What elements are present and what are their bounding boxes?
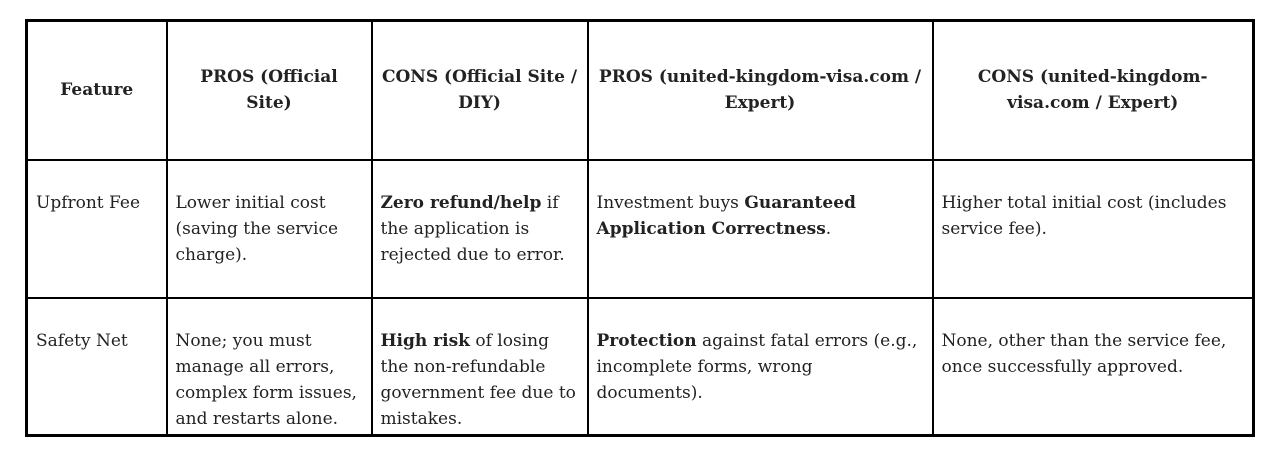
table-row: [27, 160, 1254, 298]
header-pros-official: PROS (Official Site): [167, 21, 372, 160]
cell-pros-official: None; you must manage all errors, complex form issues, and restarts alone.: [167, 298, 372, 436]
row-feature-label: Upfront Fee: [27, 160, 167, 298]
cell-pros-expert: [588, 160, 933, 298]
cell-text: of losing the non-refundable government fee due to mistakes.: [380, 330, 576, 429]
comparison-table: [25, 19, 1255, 437]
cell-emphasis: Zero refund/help: [380, 192, 542, 213]
cell-emphasis: Guaranteed Application Correctness: [596, 192, 856, 239]
cell-text: Investment buys: [596, 192, 745, 213]
cell-cons-expert: None, other than the service fee, once successfully approved.: [933, 298, 1254, 436]
cell-cons-expert: Higher total initial cost (includes service fee).: [933, 160, 1254, 298]
cell-cons-official: [372, 160, 588, 298]
cell-cons-official: [372, 298, 588, 436]
table-header-row: [27, 21, 1254, 160]
table-row: [27, 298, 1254, 436]
header-feature: Feature: [27, 21, 167, 160]
cell-pros-official: Lower initial cost (saving the service charge).: [167, 160, 372, 298]
header-cons-official: CONS (Official Site / DIY): [372, 21, 588, 160]
header-cons-expert: CONS (united-kingdom-visa.com / Expert): [933, 21, 1254, 160]
cell-emphasis: Protection: [596, 330, 697, 351]
row-feature-label: Safety Net: [27, 298, 167, 436]
cell-emphasis: High risk: [380, 330, 470, 351]
header-pros-expert: PROS (united-kingdom-visa.com / Expert): [588, 21, 933, 160]
cell-text: .: [825, 218, 832, 239]
cell-text: against fatal errors (e.g., incomplete forms, wrong documents).: [596, 330, 918, 403]
cell-pros-expert: [588, 298, 933, 436]
cell-text: if the application is rejected due to error.: [380, 192, 565, 265]
